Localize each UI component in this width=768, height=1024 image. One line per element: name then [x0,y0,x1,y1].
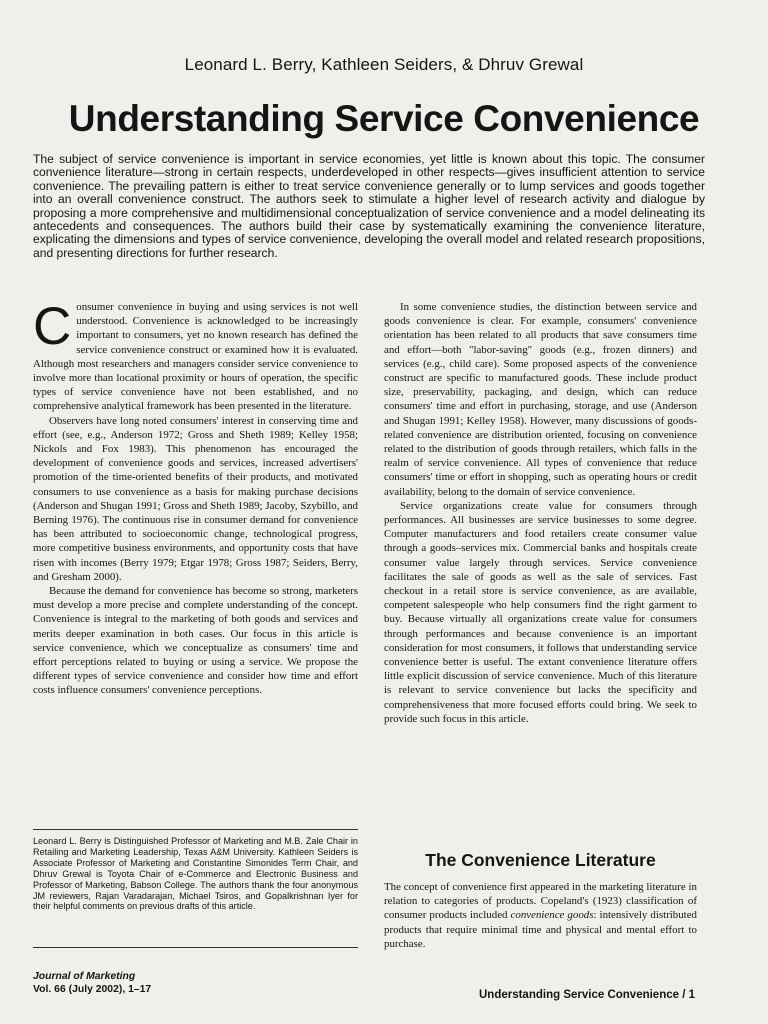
article-title: Understanding Service Convenience [68,98,700,139]
author-line: Leonard L. Berry, Kathleen Seiders, & Dhruv Grewal [184,55,584,74]
drop-cap: C [33,297,72,356]
body-paragraph: In some convenience studies, the distinction between service and goods convenience is clear. For example, consumers' convenience orientation has been related to all products that save consumers time and effort—both "labor-saving" goods (e.g., frozen dinners) and services (e.g., child care). Some proposed aspects of the convenience construct are specific to manufactured goods. These include product size, preservability, packaging, and design, which can reduce consumers' time and effort in purchasing, storage, and use (Anderson and Shugan 1991; Kelley 1958). However, many discussions of goods-related convenience are distribution oriented, focusing on convenience related to the distribution of goods through retailers, which falls in the realm of service convenience. All types of convenience that reduce consumers' time or effort in shopping, such as operating hours or credit availability, belong to the domain of service convenience. [384,301,697,498]
journal-citation [33,970,151,996]
emphasized-term: convenience goods [510,909,594,922]
footnote-rule-bottom [33,947,358,948]
footnote-rule-top [33,829,358,830]
running-footer: Understanding Service Convenience / 1 [478,989,695,1001]
journal-volume: Vol. 66 (July 2002), 1–17 [33,984,152,995]
section-text-end: : intensively distributed products that require minimal time and physical and mental effort to purchase. [384,909,697,950]
section-body [384,880,697,951]
journal-name: Journal of Marketing [33,971,136,982]
intro-paragraph-text: onsumer convenience in buying and using services is not well understood. Convenience is acknowledged to be increasingly important to consumers, yet no known research has defined the service convenience construct or examined how it is evaluated. Although most researchers and managers consider service convenience to involve more than locational proximity or hours of operation, the specific types of service convenience have not been established, and no comprehensive analytical framework has been presented in the literature. [33,301,358,413]
body-paragraph: Because the demand for convenience has become so strong, marketers must develop a more precise and complete understanding of the concept. Convenience is integral to the marketing of both goods and services and merits deeper examination in both cases. Our focus in this article is service convenience, which we conceptualize as consumers' time and effort perceptions related to buying or using a service. We propose the different types of service convenience and consider how time and effort costs influence consumers' convenience perceptions. [33,585,358,697]
section-text-start: The concept of convenience first appeared in the marketing literature in relation to categories of products. Copeland's (1923) classification of consumer products included [384,881,697,922]
intro-paragraph [33,297,358,414]
left-column [33,297,358,698]
section-heading: The Convenience Literature [425,850,656,870]
section-paragraph [384,880,697,951]
abstract: The subject of service convenience is important in service economies, yet little is known about this topic. The consumer convenience literature—strong in certain respects, underdeveloped in other respects—gives insufficient attention to service convenience. The prevailing pattern is either to treat service convenience generally or to lump services and goods together into an overall convenience construct. The authors seek to stimulate a higher level of research activity and dialogue by proposing a more comprehensive and multidimensional conceptualization of service convenience and a model delineating its antecedents and consequences. The authors build their case by systematically examining the convenience literature, explicating the dimensions and types of service convenience, developing the overall model and related research propositions, and presenting directions for further research. [33,152,705,260]
body-paragraph: Service organizations create value for consumers through performances. All businesses are service businesses to some degree. Computer manufacturers and food retailers create consumer value through a goods–services mix. Commercial banks and hospitals create consumer value largely through services. Service convenience facilitates the sale of goods as well as the sale of services. Fast checkout in a retail store is service convenience, as are available, competent salespeople who help consumers find the right garment to buy. Because virtually all organizations create value for consumers through performances and because convenience is an important consideration for most consumers, it follows that understanding service convenience better is useful. The extant convenience literature offers little explicit discussion of service convenience. Much of this literature is relevant to service convenience but lacks the specificity and comprehensiveness that more focused efforts could bring. We seek to provide such focus in this article. [384,499,697,725]
right-column [384,300,697,726]
author-footnote: Leonard L. Berry is Distinguished Professor of Marketing and M.B. Zale Chair in Retailing and Marketing Leadership, Texas A&M University. Kathleen Seiders is Associate Professor of Marketing and Constantine Simonides Term Chair, and Dhruv Grewal is Toyota Chair of e-Commerce and Electronic Business and Professor of Marketing, Babson College. The authors thank the four anonymous JM reviewers, Rajan Varadarajan, Michael Tsiros, and Gopalkrishnan Iyer for their helpful comments on previous drafts of this article. [33,836,358,912]
body-paragraph: Observers have long noted consumers' interest in conserving time and effort (see, e.g., Anderson 1972; Gross and Sheth 1989; Kelley 1958; Nickols and Fox 1983). This phenomenon has encouraged the development of convenience goods and services, increased advertisers' promotion of the time-oriented benefits of their products, and motivated consumers to use convenience as a basis for making purchase decisions (Anderson and Shugan 1991; Gross and Sheth 1989; Jacoby, Szybillo, and Berning 1976). The continuous rise in consumer demand for convenience has been attributed to socioeconomic change, technological progress, more competitive business environments, and opportunity costs that have risen with incomes (Berry 1979; Etgar 1978; Gross 1987; Seiders, Berry, and Gresham 2000). [33,414,358,583]
